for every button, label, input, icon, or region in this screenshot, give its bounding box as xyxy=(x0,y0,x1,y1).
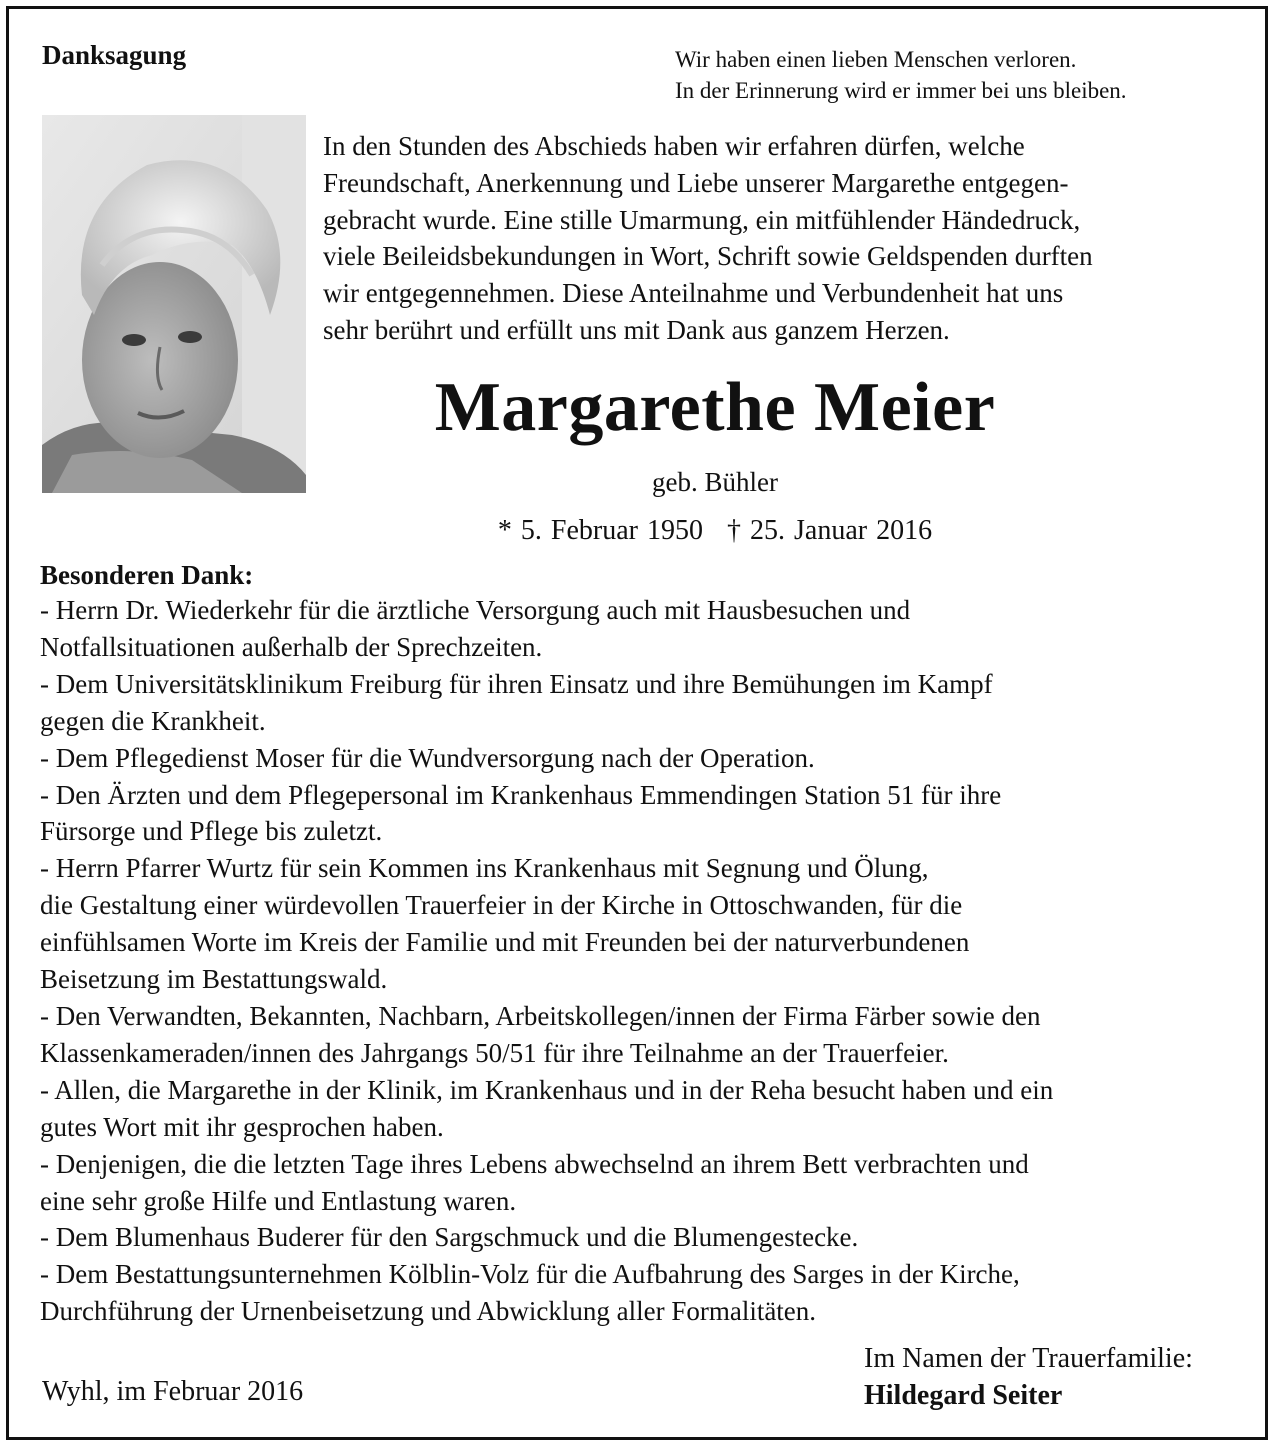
thanks-item: - Allen, die Margarethe in der Klinik, im Krankenhaus und in der Reha besucht haben und ein gutes Wort mit ihr gesprochen haben. xyxy=(40,1074,1054,1142)
thanks-item: - Denjenigen, die die letzten Tage ihres Lebens abwechselnd an ihrem Bett verbrachten und eine sehr große Hilfe und Entlastung waren. xyxy=(40,1148,1029,1216)
signer-name: Hildegard Seiter xyxy=(864,1380,1063,1411)
death-date: † 25. Januar 2016 xyxy=(727,515,933,546)
thanks-item: - Dem Pflegedienst Moser für die Wundversorgung nach der Operation. xyxy=(40,742,815,773)
thanks-item: - Den Ärzten und dem Pflegepersonal im Krankenhaus Emmendingen Station 51 für ihre Fürsorge und Pflege bis zuletzt. xyxy=(40,779,1002,847)
thanks-item: - Dem Blumenhaus Buderer für den Sargschmuck und die Blumengestecke. xyxy=(40,1222,859,1253)
birth-date: * 5. Februar 1950 xyxy=(497,515,703,546)
signoff-block xyxy=(864,1340,1193,1414)
heading: Danksagung xyxy=(42,40,187,70)
thanks-item: - Herrn Dr. Wiederkehr für die ärztliche Versorgung auch mit Hausbesuchen und Notfallsituationen außerhalb der Sprechzeiten. xyxy=(40,595,911,662)
thanks-item: - Dem Universitätsklinikum Freiburg für ihren Einsatz und ihre Bemühungen im Kampf gegen die Krankheit. xyxy=(40,668,993,736)
life-dates xyxy=(0,515,1280,547)
maiden-name: geb. Bühler xyxy=(652,467,778,497)
thanks-item: - Den Verwandten, Bekannten, Nachbarn, Arbeitskollegen/innen der Firma Färber sowie den Klassenkameraden/innen des Jahrgangs 50/51 für ihre Teilnahme an der Trauerfeier. xyxy=(40,1000,1041,1068)
signoff-text: Im Namen der Trauerfamilie: xyxy=(864,1343,1193,1374)
thanks-title: Besonderen Dank: xyxy=(40,560,254,590)
thanks-list xyxy=(40,592,1250,1330)
motto: Wir haben einen lieben Menschen verloren. In der Erinnerung wird er immer bei uns bleiben. xyxy=(675,47,1127,103)
deceased-name: Margarethe Meier xyxy=(434,369,996,446)
intro-text: In den Stunden des Abschieds haben wir erfahren dürfen, welche Freundschaft, Anerkennung und Liebe unserer Margarethe entgegen- gebracht wurde. Eine stille Umarmung, ein mitfühlender Händedruck, viele Beileidsbekundungen in Wort, Schrift sowie Geldspenden durften wir entgegennehmen. Diese Anteilnahme und Verbundenheit hat uns sehr berührt und erfüllt uns mit Dank aus ganzem Herzen. xyxy=(323,131,1093,345)
thanks-item: - Dem Bestattungsunternehmen Kölblin-Volz für die Aufbahrung des Sarges in der Kirche, Durchführung der Urnenbeisetzung und Abwicklung aller Formalitäten. xyxy=(40,1259,1020,1327)
place-date: Wyhl, im Februar 2016 xyxy=(42,1376,304,1407)
thanks-item: - Herrn Pfarrer Wurtz für sein Kommen ins Krankenhaus mit Segnung und Ölung, die Gestaltung einer würdevollen Trauerfeier in der Kirche in Ottoschwanden, für die einfühlsamen Worte im Kreis der Familie und mit Freunden bei der naturverbundenen Beisetzung im Bestattungswald. xyxy=(40,853,970,995)
